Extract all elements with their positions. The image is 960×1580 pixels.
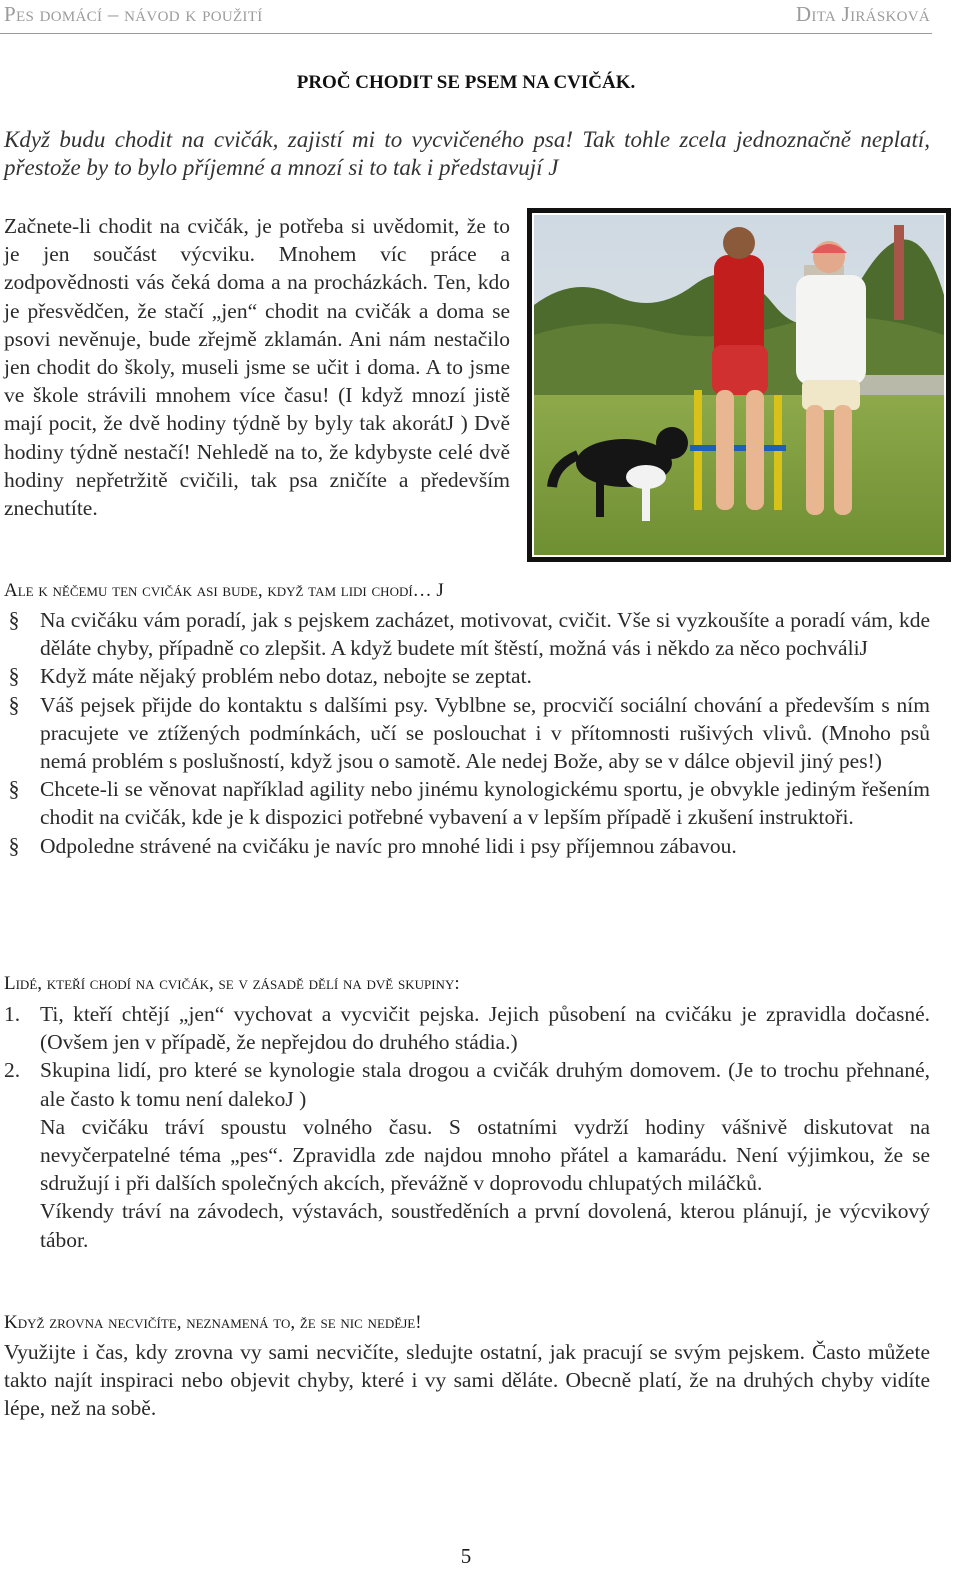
list-item: § Odpoledne strávené na cvičáku je navíc pro mnohé lidi i psy příjemnou zábavou.: [4, 832, 930, 860]
page-number: 5: [460, 1544, 472, 1568]
running-header-title: Pes domácí – návod k použití: [4, 2, 263, 26]
bullet-icon: §: [8, 607, 20, 632]
page-title: PROČ CHODIT SE PSEM NA CVIČÁK.: [296, 72, 636, 93]
groups-list: [4, 1000, 930, 1254]
list-item: § Váš pejsek přijde do kontaktu s dalšími psy. Vyblbne se, procvičí sociální chování a především s ním pracujete ve ztížených podmínkách, učí se poslouchat i v přítomnosti rušivých vlivů. (Mnoho psů nemá problém s poslušností, když jsou o samotě. Ale nedej Bože, aby se v dálce objevil jiný pes!): [4, 691, 930, 776]
agility-photo: [527, 208, 951, 562]
section-heading-observe: Když zrovna necvičíte, neznamená to, že se nic neděje!: [4, 1312, 422, 1333]
running-header-author: Dita Jirásková: [795, 2, 930, 26]
benefits-list: [4, 606, 930, 860]
bullet-icon: §: [8, 691, 20, 717]
list-item: § Na cvičáku vám poradí, jak s pejskem zacházet, motivovat, cvičit. Vše si vyzkoušíte a poradí vám, kde děláte chyby, případně co zlepšit. A když budete mít štěstí, možná vás i někdo za něco pochváliJ: [4, 606, 930, 662]
body-paragraph: Začnete-li chodit na cvičák, je potřeba si uvědomit, že to je jen součást výcviku. Mnohem víc práce a zodpovědnosti vás čeká doma a na procházkách. Ten, kdo je přesvědčen, že stačí „jen“ chodit na cvičák a doma se psovi nevěnuje, bude zřejmě zklamán. Ani nám nestačilo jen chodit do školy, museli jsme se učit i doma. A to jsme ve škole strávili mnohem více času! (I když mnozí jistě mají pocit, že dvě hodiny týdně by byly tak akorátJ ) Dvě hodiny týdně nestačí! Nehledě na to, že kdybyste celé dvě hodiny nepřetržitě cvičili, tak psa zničíte a především znechutíte.: [4, 214, 510, 521]
section-heading-benefits: Ale k něčemu ten cvičák asi bude, když tam lidi chodí… J: [4, 580, 444, 601]
bullet-icon: §: [8, 663, 20, 689]
list-number: 1.: [4, 1002, 21, 1026]
list-item: 2. Skupina lidí, pro které se kynologie stala drogou a cvičák druhým domovem. (Je to trochu přehnané, ale často k tomu není dalekoJ ) Na cvičáku tráví spoustu volného času. S ostatními vydrží hodiny vášnivě diskutovat na nevyčerpatelné téma „pes“. Zpravidla zde najdou mnoho přátel a kamarádu. Není výjimkou, že se sdružují i při dalších společných akcích, převážně v doprovodu chlupatých miláčků. Víkendy tráví na závodech, výstavách, soustředěních a první dovolená, kterou plánují, je výcvikový tábor.: [4, 1058, 930, 1252]
closing-paragraph: Využijte i čas, kdy zrovna vy sami necvičíte, sledujte ostatní, jak pracují se svým pejskem. Často můžete takto najít inspiraci nebo objevit chyby, které i vy sami děláte. Obecně platí, že na druhých chyby vidíte lépe, než na sobě.: [4, 1340, 930, 1421]
agility-photo-illustration: [534, 215, 944, 555]
header-rule: [0, 33, 932, 34]
list-item: 1. Ti, kteří chtějí „jen“ vychovat a vycvičit pejska. Jejich působení na cvičáku je zpravidla dočasné. (Ovšem jen v případě, že nepřejdou do druhého stádia.): [4, 1002, 930, 1055]
list-number: 2.: [4, 1058, 21, 1083]
section-heading-groups: Lidé, kteří chodí na cvičák, se v zásadě dělí na dvě skupiny:: [4, 973, 460, 994]
intro-paragraph: Když budu chodit na cvičák, zajistí mi to vycvičeného psa! Tak tohle zcela jednoznačně neplatí, přestože by to bylo příjemné a mnozí si to tak i představují J: [4, 127, 930, 181]
bullet-icon: §: [8, 776, 20, 802]
bullet-icon: §: [8, 832, 20, 858]
list-item: § Chcete-li se věnovat například agility nebo jinému kynologickému sportu, je obvykle jediným řešením chodit na cvičák, kde je k dispozici potřebné vybavení a v lepším případě i zkušení instruktoři.: [4, 775, 930, 831]
list-item: § Když máte nějaký problém nebo dotaz, nebojte se zeptat.: [4, 662, 930, 690]
